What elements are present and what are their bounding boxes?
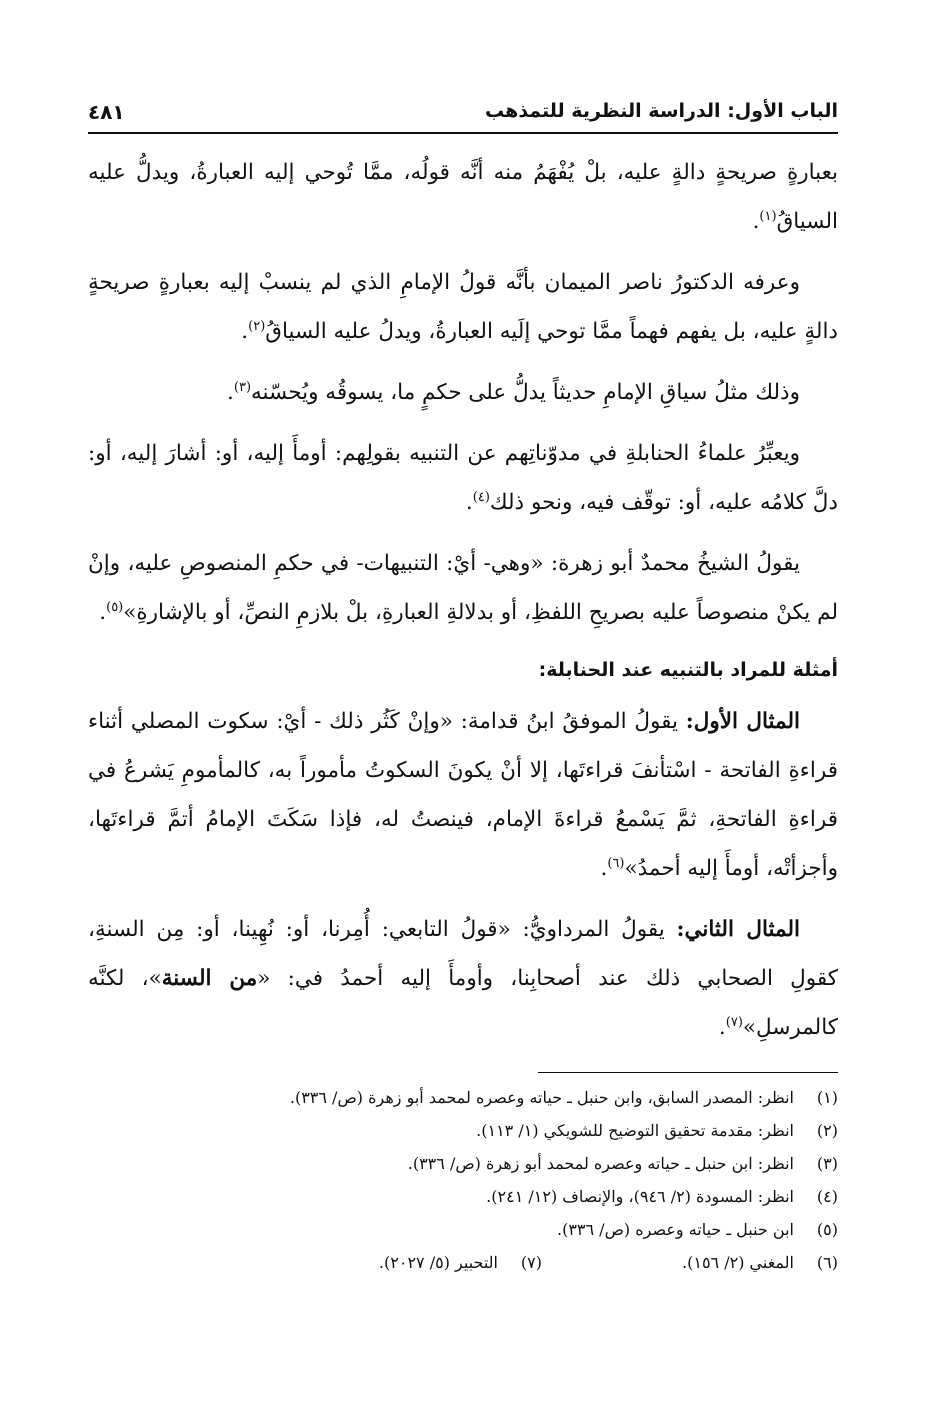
example-label: المثال الثاني: [676,917,800,942]
paragraph: وذلك مثلُ سياقِ الإمامِ حديثاً يدلُّ على حكمٍ ما، يسوقُه ويُحسّنه$^{(٣)}$. [227,379,800,405]
footnote: (٤) انظر: المسودة (٢/ ٩٤٦)، والإنصاف (١٢/ ٢٤١). [486,1187,838,1206]
book-page [88,92,838,1332]
paragraph: وعرفه الدكتورُ ناصر الميمان بأنَّه قولُ الإمامِ الذي لم ينسبْ إليه بعبارةٍ صريحةٍ دالةٍ عليه، بل يفهم فهماً ممَّا توحي إلَيه العبارةُ، ويدلُ عليه السياقُ$^{(٢)}$. [88,270,838,344]
example-paragraph: المثال الأول: يقولُ الموفقُ ابنُ قدامة: «وإنْ كَثُر ذلك - أيْ: سكوت المصلي أثناء قراءةِ الفاتحة - اسْتأنفَ قراءتَها، إلا أنْ يكونَ السكوتُ مأموراً به، كالمأمومِ يَشرعُ في قراءةِ الفاتحةِ، ثمَّ يَسْمعُ قراءةَ الإمام، فينصتُ له، فإذا سَكَتَ الإمامُ أتمَّ قراءتَها، وأجزأتْه، أومأَ إليه أحمدُ»$^{(٦)}$. [88,709,838,881]
paragraph: ويعبِّرُ علماءُ الحنابلةِ في مدوّناتِهم عن التنبيه بقولِهم: أومأَ إليه، أو: أشارَ إليه، أو: دلَّ كلامُه عليه، أو: توقّف فيه، ونحو ذلك$^{(٤)}$. [88,441,838,515]
footnote-ref: (٢) [248,318,266,334]
section-heading: أمثلة للمراد بالتنبيه عند الحنابلة: [538,659,838,681]
running-header [88,92,838,134]
footnote: (٥) ابن حنبل ـ حياته وعصره (ص/ ٣٣٦). [556,1220,838,1239]
footnote-ref: (٦) [607,855,625,871]
body-text [88,148,838,1052]
paragraph: بعبارةٍ صريحةٍ دالةٍ عليه، بلْ يُفْهَمُ منه أنَّه قولُه، ممَّا تُوحي إليه العبارةُ، ويدلُّ عليه السياقُ$^{(١)}$. [88,160,838,234]
example-label: المثال الأول: [685,709,800,734]
footnote-ref: (٥) [106,599,124,615]
footnote-ref: (٣) [233,379,252,395]
page-number: ٤٨١ [88,100,125,124]
footnote: (٦) المغني (٢/ ١٥٦). [682,1253,838,1272]
footnotes [88,1081,838,1279]
footnote-separator [538,1072,838,1073]
footnote: (٣) انظر: ابن حنبل ـ حياته وعصره لمحمد أبو زهرة (ص/ ٣٣٦). [407,1154,838,1173]
footnote-ref: (٤) [472,489,490,505]
footnote: (١) انظر: المصدر السابق، وابن حنبل ـ حياته وعصره لمحمد أبو زهرة (ص/ ٣٣٦). [289,1088,838,1107]
chapter-title: الباب الأول: الدراسة النظرية للتمذهب [485,100,838,122]
footnote-row [88,1246,838,1279]
footnote: (٧) التحبير (٥/ ٢٠٢٧). [378,1253,542,1272]
footnote: (٢) انظر: مقدمة تحقيق التوضيح للشويكي (١/ ١١٣). [476,1121,838,1140]
footnote-ref: (١) [759,208,777,224]
paragraph: يقولُ الشيخُ محمدٌ أبو زهرة: «وهي- أيْ: التنبيهات- في حكمِ المنصوصِ عليه، وإنْ لم يكنْ منصوصاً عليه بصريحِ اللفظِ، أو بدلالةِ العبارةِ، بلْ بلازمِ النصِّ، أو بالإشارةِ»$^{(٥)}$. [88,551,838,625]
footnote-ref: (٧) [725,1014,743,1030]
example-paragraph: المثال الثاني: يقولُ المرداويُّ: «قولُ التابعي: أُمِرنا، أو: نُهِينا، أو: مِن السنةِ، كقولِ الصحابي ذلك عند أصحابِنا، وأومأَ إليه أحمدُ في: «من السنة»، لكنَّه كالمرسلِ»$^{(٧)}$. [88,917,838,1040]
